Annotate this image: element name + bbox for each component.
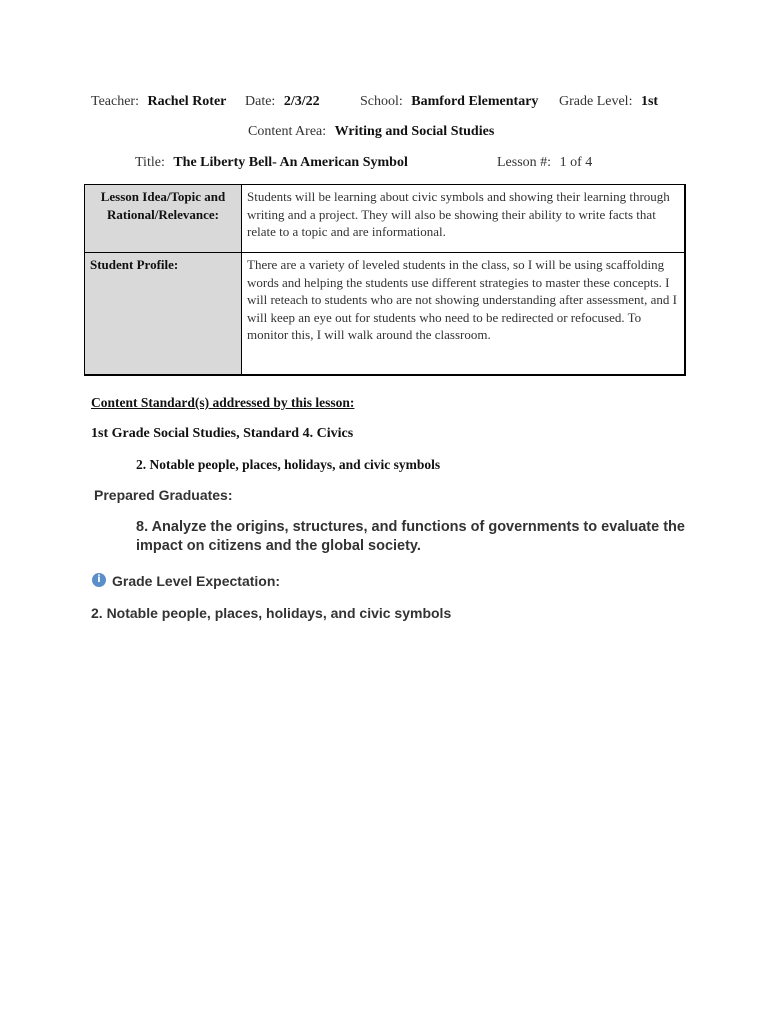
school-label: School:: [360, 94, 403, 109]
grade-value: 1st: [640, 94, 659, 109]
content-area-group: [248, 124, 494, 140]
title-value: The Liberty Bell- An American Symbol: [173, 155, 408, 170]
content-standards-heading: Content Standard(s) addressed by this lesson:: [91, 395, 355, 410]
teacher-name: Rachel Roter: [147, 94, 227, 109]
row-heading: Lesson Idea/Topic and Rational/Relevance:: [85, 185, 242, 253]
info-icon: i: [92, 573, 106, 587]
table-row: [85, 253, 686, 375]
date-group: [245, 94, 320, 110]
standard-title: 1st Grade Social Studies, Standard 4. Civics: [91, 426, 354, 441]
date-label: Date:: [245, 94, 276, 109]
content-area-value: Writing and Social Studies: [334, 124, 495, 139]
title-group: [135, 155, 408, 171]
row-heading: Student Profile:: [85, 253, 242, 375]
row-body: There are a variety of leveled students in the class, so I will be using scaffolding words and helping the students use different strategies to master these concepts. I will reteach to students who are not showing understanding after assessment, and I will keep an eye out for students who need to be redirected or refocused. To monitor this, I will walk around the classroom.: [242, 253, 686, 375]
lesson-group: [497, 155, 592, 171]
title-label: Title:: [135, 155, 165, 170]
lesson-plan-table: [84, 184, 686, 376]
standard-sub-item: 2. Notable people, places, holidays, and civic symbols: [136, 457, 441, 472]
grade-level-expectation-label: Grade Level Expectation:: [112, 573, 281, 589]
lesson-value: 1 of 4: [559, 155, 593, 170]
grade-level-expectation-item: 2. Notable people, places, holidays, and civic symbols: [91, 605, 452, 621]
content-area-label: Content Area:: [248, 124, 327, 139]
school-value: Bamford Elementary: [411, 94, 539, 109]
row-body: Students will be learning about civic symbols and showing their learning through writing and a project. They will also be showing their ability to write facts that relate to a topic and are informational.: [242, 185, 686, 253]
header-line-1: [91, 94, 226, 110]
teacher-label: Teacher:: [91, 94, 139, 109]
grade-label: Grade Level:: [559, 94, 633, 109]
lesson-label: Lesson #:: [497, 155, 552, 170]
date-value: 2/3/22: [283, 94, 320, 109]
grade-group: [559, 94, 658, 110]
table-row: [85, 185, 686, 253]
school-group: [360, 94, 538, 110]
prepared-graduates-label: Prepared Graduates:: [94, 487, 233, 503]
prepared-graduates-item: 8. Analyze the origins, structures, and functions of governments to evaluate the impact on citizens and the global society.: [136, 519, 685, 554]
